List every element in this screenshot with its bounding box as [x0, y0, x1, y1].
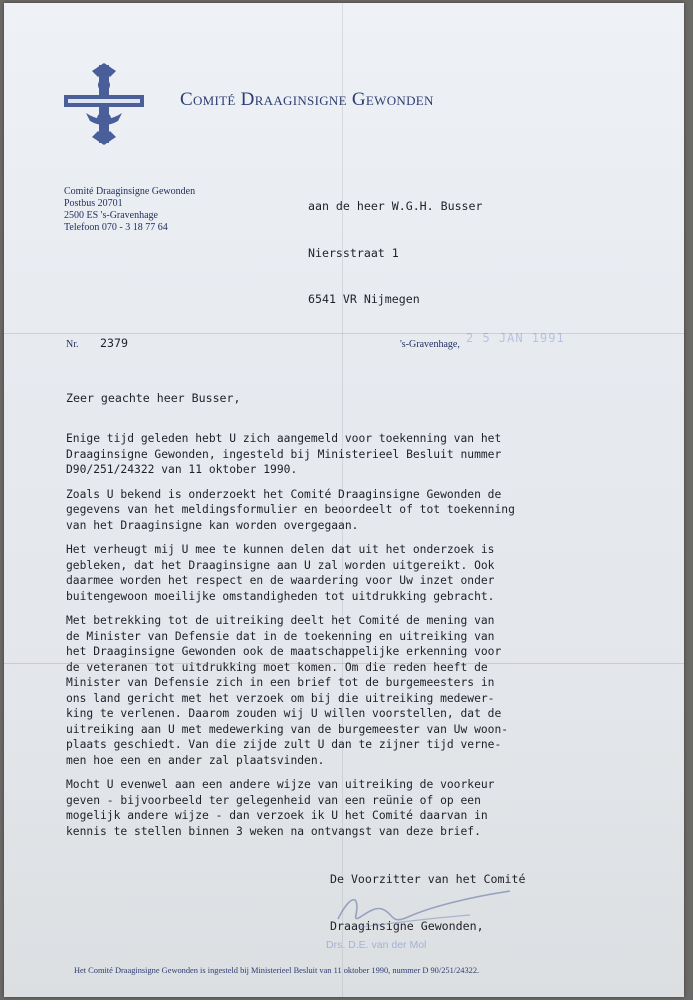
- sender-line: Postbus 20701: [64, 198, 123, 209]
- salutation: Zeer geachte heer Busser,: [66, 391, 241, 405]
- body-paragraph: Enige tijd geleden hebt U zich aangemeld voor toekenning van het Draaginsigne Gewonden, ingesteld bij Ministerieel Besluit nummer D90/251/24322 van 11 oktober 1990.: [66, 432, 502, 476]
- closing-line: Draaginsigne Gewonden,: [330, 918, 484, 933]
- sender-line: Telefoon 070 - 3 18 77 64: [64, 222, 168, 233]
- body-paragraph: Met betrekking tot de uitreiking deelt het Comité de mening van de Minister van Defensie dat in de toekenning en uitreiking van het Draaginsigne Gewonden ook de maatschappelijke erkenning voor de veteranen tot uitdrukking moet komen. Om die reden heeft de Minister van Defensie zich in een brief tot de burgemeesters in ons land gericht met het verzoek om bij die uitreiking medewer- king te verlenen. Daarom zouden wij U willen voorstellen, dat de uitreiking aan U met medewerking van de burgemeester van Uw woon- plaats geschiedt. Van die zijde zult U dan te zijner tijd verne- men hoe een en ander zal plaatsvinden.: [66, 614, 509, 767]
- place-label: 's-Gravenhage,: [400, 339, 460, 350]
- cross-emblem-icon: [62, 63, 146, 145]
- letter-page: [4, 3, 684, 997]
- reference-label: Nr.: [66, 339, 79, 350]
- sender-line: Comité Draaginsigne Gewonden: [64, 186, 196, 197]
- body-paragraph: Mocht U evenwel aan een andere wijze van uitreiking de voorkeur geven - bijvoorbeeld ter gelegenheid van een reünie of op een mogelijk andere wijze - dan verzoek ik U het Comité daarvan in kennis te stellen binnen 3 weken na ontvangst van deze brief.: [66, 778, 495, 838]
- addressee-line: aan de heer W.G.H. Busser: [308, 199, 483, 213]
- letter-body: [66, 431, 626, 848]
- closing-line: De Voorzitter van het Comité: [330, 872, 526, 886]
- date-stamp: 2 5 JAN 1991: [466, 331, 565, 345]
- body-paragraph: Zoals U bekend is onderzoekt het Comité Draaginsigne Gewonden de gegevens van het meldingsformulier en beoordeelt of tot toekenning van het Draaginsigne kan worden overgegaan.: [66, 487, 515, 532]
- reference-number: 2379: [100, 336, 128, 350]
- addressee-block: [308, 168, 483, 339]
- signatory-name: Drs. D.E. van der Mol: [326, 939, 427, 951]
- addressee-line: Niersstraat 1: [308, 245, 399, 260]
- sender-line: 2500 ES 's-Gravenhage: [64, 210, 158, 221]
- committee-title: Comité Draaginsigne Gewonden: [180, 89, 434, 110]
- addressee-line: 6541 VR Nijmegen: [308, 292, 420, 306]
- sender-address: [64, 186, 195, 234]
- signature: [320, 875, 520, 935]
- body-paragraph: Het verheugt mij U mee te kunnen delen dat uit het onderzoek is gebleken, dat het Draaginsigne aan U zal worden uitgereikt. Ook daarmee worden het respect en de waardering voor Uw inzet onder buitengewoon moeilijke omstandigheden tot uitdrukking gebracht.: [66, 543, 495, 603]
- footer-note: Het Comité Draaginsigne Gewonden is ingesteld bij Ministerieel Besluit van 11 oktober 1990, nummer D 90/251/24322.: [74, 966, 480, 975]
